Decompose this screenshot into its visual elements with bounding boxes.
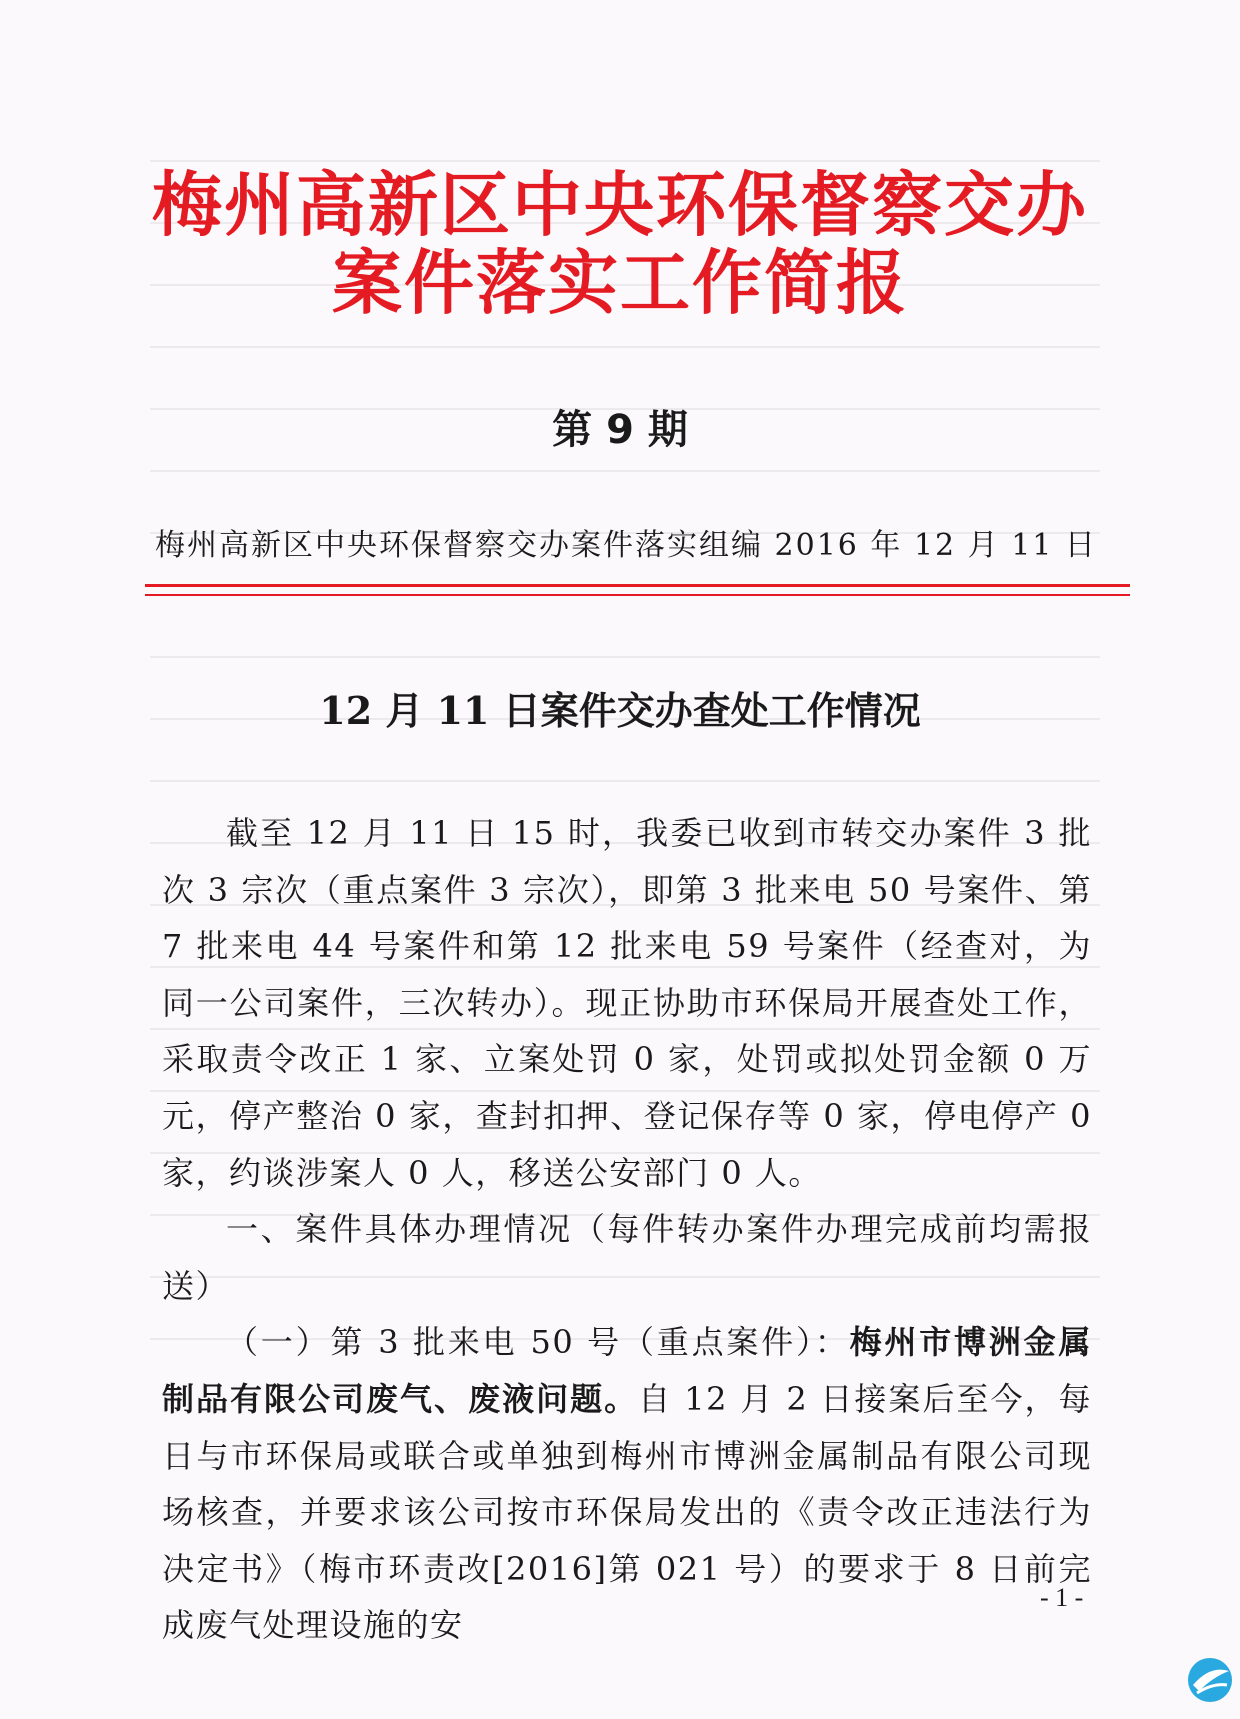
red-divider-thick: [145, 584, 1130, 587]
editor-date-line: 梅州高新区中央环保督察交办案件落实组编 2016 年 12 月 11 日: [155, 528, 1097, 563]
case-prefix: （一）第 3 批来电 50 号（重点案件）：: [226, 1323, 850, 1362]
issue-number: 第 9 期: [552, 407, 688, 453]
summary-paragraph: 截至 12 月 11 日 15 时，我委已收到市转交办案件 3 批次 3 宗次（重点案件 3 宗次），即第 3 批来电 50 号案件、第 7 批来电 44 号案件和第 12 批来电 59 号案件（经查对，为同一公司案件，三次转办）。现正协助市环保局开展查处工作，采取责令改正 1 家、立案处罚 0 家，处罚或拟处罚金额 0 万元，停产整治 0 家，查封扣押、登记保存等 0 家，停电停产 0 家，约谈涉案人 0 人，移送公安部门 0 人。: [162, 814, 1092, 1192]
watermark-logo-icon: [1185, 1655, 1235, 1705]
case-text: 自 12 月 2 日接案后至今，每日与市环保局或联合或单独到梅州市博洲金属制品有限公司现场核查，并要求该公司按市环保局发出的《责令改正违法行为决定书》（梅市环责改[2016]第 021 号）的要求于 8 日前完成废气处理设施的安: [162, 1379, 1092, 1645]
report-body: [162, 805, 1092, 1654]
case-paragraph: [162, 1314, 1092, 1654]
report-heading: 12 月 11 日案件交办查处工作情况: [319, 688, 921, 733]
report-title-line2: 案件落实工作简报: [332, 242, 908, 324]
red-divider-thin: [145, 594, 1130, 596]
section-heading-1: 一、案件具体办理情况（每件转办案件办理完成前均需报送）: [162, 1210, 1092, 1305]
case-title: 梅州市博洲金属制品有限公司废气、废液问题。: [162, 1323, 1092, 1418]
page-number: - 1 -: [1040, 1583, 1084, 1612]
report-title-line1: 梅州高新区中央环保督察交办: [152, 164, 1088, 246]
